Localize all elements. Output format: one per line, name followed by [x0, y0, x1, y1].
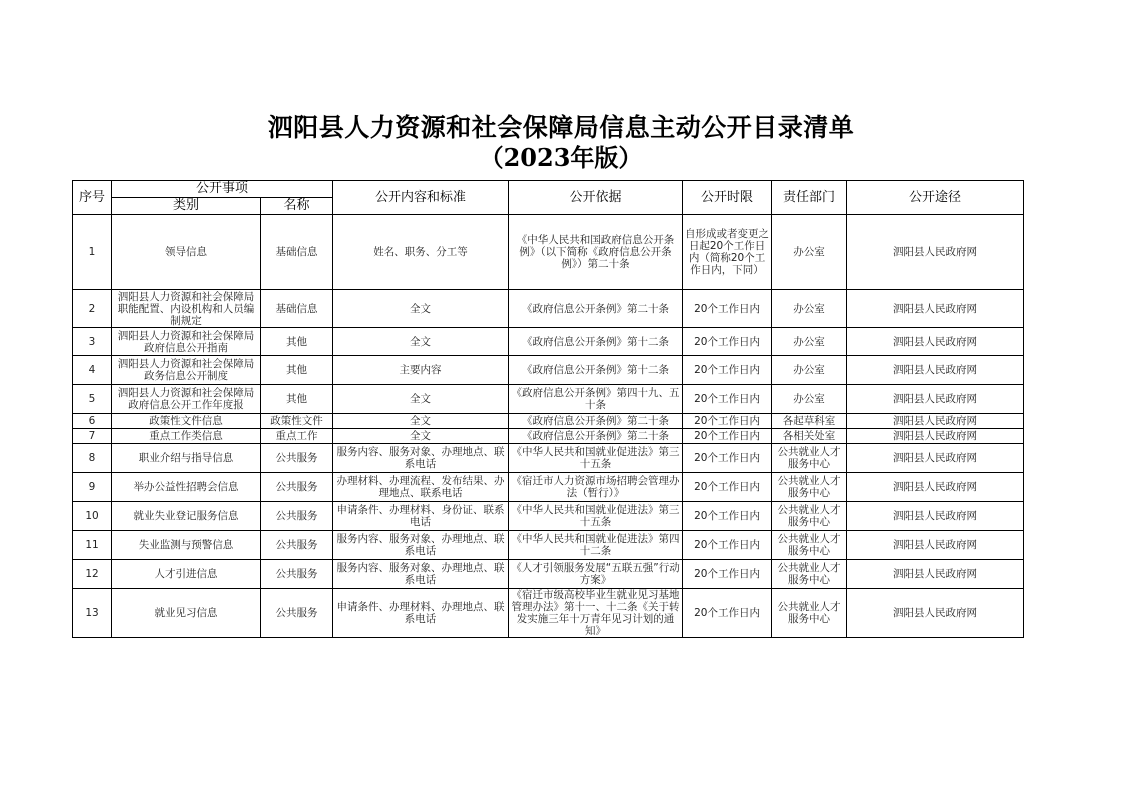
document-title: 泗阳县人力资源和社会保障局信息主动公开目录清单 — [267, 113, 855, 142]
header-category: 类别 — [112, 198, 261, 215]
cell-category: 领导信息 — [112, 215, 261, 290]
table-row — [73, 589, 1024, 638]
cell-channel: 泗阳县人民政府网 — [847, 531, 1024, 560]
cell-name: 基础信息 — [261, 215, 333, 290]
cell-seq: 1 — [73, 215, 112, 290]
cell-content: 姓名、职务、分工等 — [333, 215, 509, 290]
header-channel: 公开途径 — [847, 181, 1024, 215]
cell-time: 20个工作日内 — [683, 444, 772, 473]
cell-content: 全文 — [333, 328, 509, 356]
cell-department: 各起草科室 — [772, 414, 847, 429]
cell-department: 公共就业人才服务中心 — [772, 502, 847, 531]
cell-category: 举办公益性招聘会信息 — [112, 473, 261, 502]
cell-seq: 5 — [73, 385, 112, 414]
cell-content: 服务内容、服务对象、办理地点、联系电话 — [333, 560, 509, 589]
cell-basis: 《中华人民共和国就业促进法》第四十二条 — [509, 531, 683, 560]
cell-basis: 《宿迁市级高校毕业生就业见习基地管理办法》第十一、十二条《关于转发实施三年十万青年见习计划的通知》 — [509, 589, 683, 638]
cell-basis: 《政府信息公开条例》第二十条 — [509, 290, 683, 328]
cell-department: 办公室 — [772, 356, 847, 385]
cell-time: 20个工作日内 — [683, 414, 772, 429]
table-row — [73, 502, 1024, 531]
cell-channel: 泗阳县人民政府网 — [847, 560, 1024, 589]
header-basis: 公开依据 — [509, 181, 683, 215]
cell-seq: 9 — [73, 473, 112, 502]
cell-time: 20个工作日内 — [683, 429, 772, 444]
cell-name: 基础信息 — [261, 290, 333, 328]
cell-category: 人才引进信息 — [112, 560, 261, 589]
cell-content: 申请条件、办理材料、办理地点、联系电话 — [333, 589, 509, 638]
cell-channel: 泗阳县人民政府网 — [847, 356, 1024, 385]
cell-category: 失业监测与预警信息 — [112, 531, 261, 560]
cell-content: 全文 — [333, 385, 509, 414]
cell-department: 各相关处室 — [772, 429, 847, 444]
cell-basis: 《中华人民共和国就业促进法》第三十五条 — [509, 444, 683, 473]
cell-content: 申请条件、办理材料、身份证、联系电话 — [333, 502, 509, 531]
cell-basis: 《人才引领服务发展“五联五强”行动方案》 — [509, 560, 683, 589]
cell-channel: 泗阳县人民政府网 — [847, 444, 1024, 473]
cell-department: 公共就业人才服务中心 — [772, 531, 847, 560]
table-row — [73, 290, 1024, 328]
cell-time: 20个工作日内 — [683, 385, 772, 414]
table-body — [73, 215, 1024, 638]
cell-department: 办公室 — [772, 328, 847, 356]
cell-seq: 2 — [73, 290, 112, 328]
cell-basis: 《政府信息公开条例》第十二条 — [509, 328, 683, 356]
cell-department: 办公室 — [772, 385, 847, 414]
cell-time: 20个工作日内 — [683, 473, 772, 502]
cell-department: 办公室 — [772, 290, 847, 328]
cell-channel: 泗阳县人民政府网 — [847, 589, 1024, 638]
cell-content: 全文 — [333, 414, 509, 429]
cell-category: 政策性文件信息 — [112, 414, 261, 429]
cell-name: 公共服务 — [261, 502, 333, 531]
cell-channel: 泗阳县人民政府网 — [847, 215, 1024, 290]
cell-channel: 泗阳县人民政府网 — [847, 414, 1024, 429]
cell-department: 公共就业人才服务中心 — [772, 589, 847, 638]
cell-seq: 10 — [73, 502, 112, 531]
cell-name: 其他 — [261, 328, 333, 356]
cell-category: 重点工作类信息 — [112, 429, 261, 444]
cell-channel: 泗阳县人民政府网 — [847, 502, 1024, 531]
cell-channel: 泗阳县人民政府网 — [847, 385, 1024, 414]
cell-time: 20个工作日内 — [683, 356, 772, 385]
cell-seq: 11 — [73, 531, 112, 560]
cell-time: 20个工作日内 — [683, 531, 772, 560]
cell-time: 20个工作日内 — [683, 560, 772, 589]
header-public-items: 公开事项 — [112, 181, 333, 198]
table-row — [73, 473, 1024, 502]
cell-name: 公共服务 — [261, 560, 333, 589]
header-department: 责任部门 — [772, 181, 847, 215]
cell-name: 公共服务 — [261, 589, 333, 638]
cell-category: 泗阳县人力资源和社会保障局职能配置、内设机构和人员编制规定 — [112, 290, 261, 328]
cell-content: 服务内容、服务对象、办理地点、联系电话 — [333, 444, 509, 473]
cell-basis: 《政府信息公开条例》第四十九、五十条 — [509, 385, 683, 414]
cell-seq: 8 — [73, 444, 112, 473]
cell-channel: 泗阳县人民政府网 — [847, 328, 1024, 356]
cell-name: 其他 — [261, 356, 333, 385]
table-row — [73, 356, 1024, 385]
cell-time: 自形成或者变更之日起20个工作日内（简称20个工作日内，下同） — [683, 215, 772, 290]
cell-content: 全文 — [333, 290, 509, 328]
cell-seq: 13 — [73, 589, 112, 638]
header-name: 名称 — [261, 198, 333, 215]
cell-content: 主要内容 — [333, 356, 509, 385]
cell-name: 政策性文件 — [261, 414, 333, 429]
cell-channel: 泗阳县人民政府网 — [847, 429, 1024, 444]
cell-content: 办理材料、办理流程、发布结果、办理地点、联系电话 — [333, 473, 509, 502]
cell-name: 公共服务 — [261, 531, 333, 560]
table-row — [73, 385, 1024, 414]
cell-category: 泗阳县人力资源和社会保障局政务信息公开制度 — [112, 356, 261, 385]
cell-department: 公共就业人才服务中心 — [772, 560, 847, 589]
cell-time: 20个工作日内 — [683, 290, 772, 328]
cell-seq: 7 — [73, 429, 112, 444]
header-content: 公开内容和标准 — [333, 181, 509, 215]
cell-category: 泗阳县人力资源和社会保障局政府信息公开指南 — [112, 328, 261, 356]
cell-seq: 3 — [73, 328, 112, 356]
table-row — [73, 444, 1024, 473]
cell-name: 其他 — [261, 385, 333, 414]
cell-department: 办公室 — [772, 215, 847, 290]
cell-department: 公共就业人才服务中心 — [772, 473, 847, 502]
cell-category: 就业失业登记服务信息 — [112, 502, 261, 531]
cell-seq: 12 — [73, 560, 112, 589]
cell-basis: 《中华人民共和国政府信息公开条例》（以下简称《政府信息公开条例》）第二十条 — [509, 215, 683, 290]
cell-basis: 《中华人民共和国就业促进法》第三十五条 — [509, 502, 683, 531]
cell-seq: 4 — [73, 356, 112, 385]
cell-channel: 泗阳县人民政府网 — [847, 473, 1024, 502]
cell-category: 泗阳县人力资源和社会保障局政府信息公开工作年度报 — [112, 385, 261, 414]
cell-category: 职业介绍与指导信息 — [112, 444, 261, 473]
table-row — [73, 429, 1024, 444]
cell-basis: 《政府信息公开条例》第二十条 — [509, 429, 683, 444]
table-row — [73, 531, 1024, 560]
cell-time: 20个工作日内 — [683, 589, 772, 638]
cell-basis: 《政府信息公开条例》第二十条 — [509, 414, 683, 429]
document-subtitle: （2023年版） — [479, 143, 643, 172]
cell-name: 公共服务 — [261, 444, 333, 473]
cell-department: 公共就业人才服务中心 — [772, 444, 847, 473]
cell-basis: 《宿迁市人力资源市场招聘会管理办法（暂行）》 — [509, 473, 683, 502]
cell-content: 全文 — [333, 429, 509, 444]
cell-time: 20个工作日内 — [683, 502, 772, 531]
cell-seq: 6 — [73, 414, 112, 429]
cell-basis: 《政府信息公开条例》第十二条 — [509, 356, 683, 385]
cell-name: 重点工作 — [261, 429, 333, 444]
catalog-table — [72, 180, 1024, 638]
table-row — [73, 328, 1024, 356]
cell-name: 公共服务 — [261, 473, 333, 502]
cell-content: 服务内容、服务对象、办理地点、联系电话 — [333, 531, 509, 560]
cell-channel: 泗阳县人民政府网 — [847, 290, 1024, 328]
cell-category: 就业见习信息 — [112, 589, 261, 638]
header-seq: 序号 — [73, 181, 112, 215]
cell-time: 20个工作日内 — [683, 328, 772, 356]
header-time: 公开时限 — [683, 181, 772, 215]
table-row — [73, 215, 1024, 290]
table-row — [73, 414, 1024, 429]
table-row — [73, 560, 1024, 589]
